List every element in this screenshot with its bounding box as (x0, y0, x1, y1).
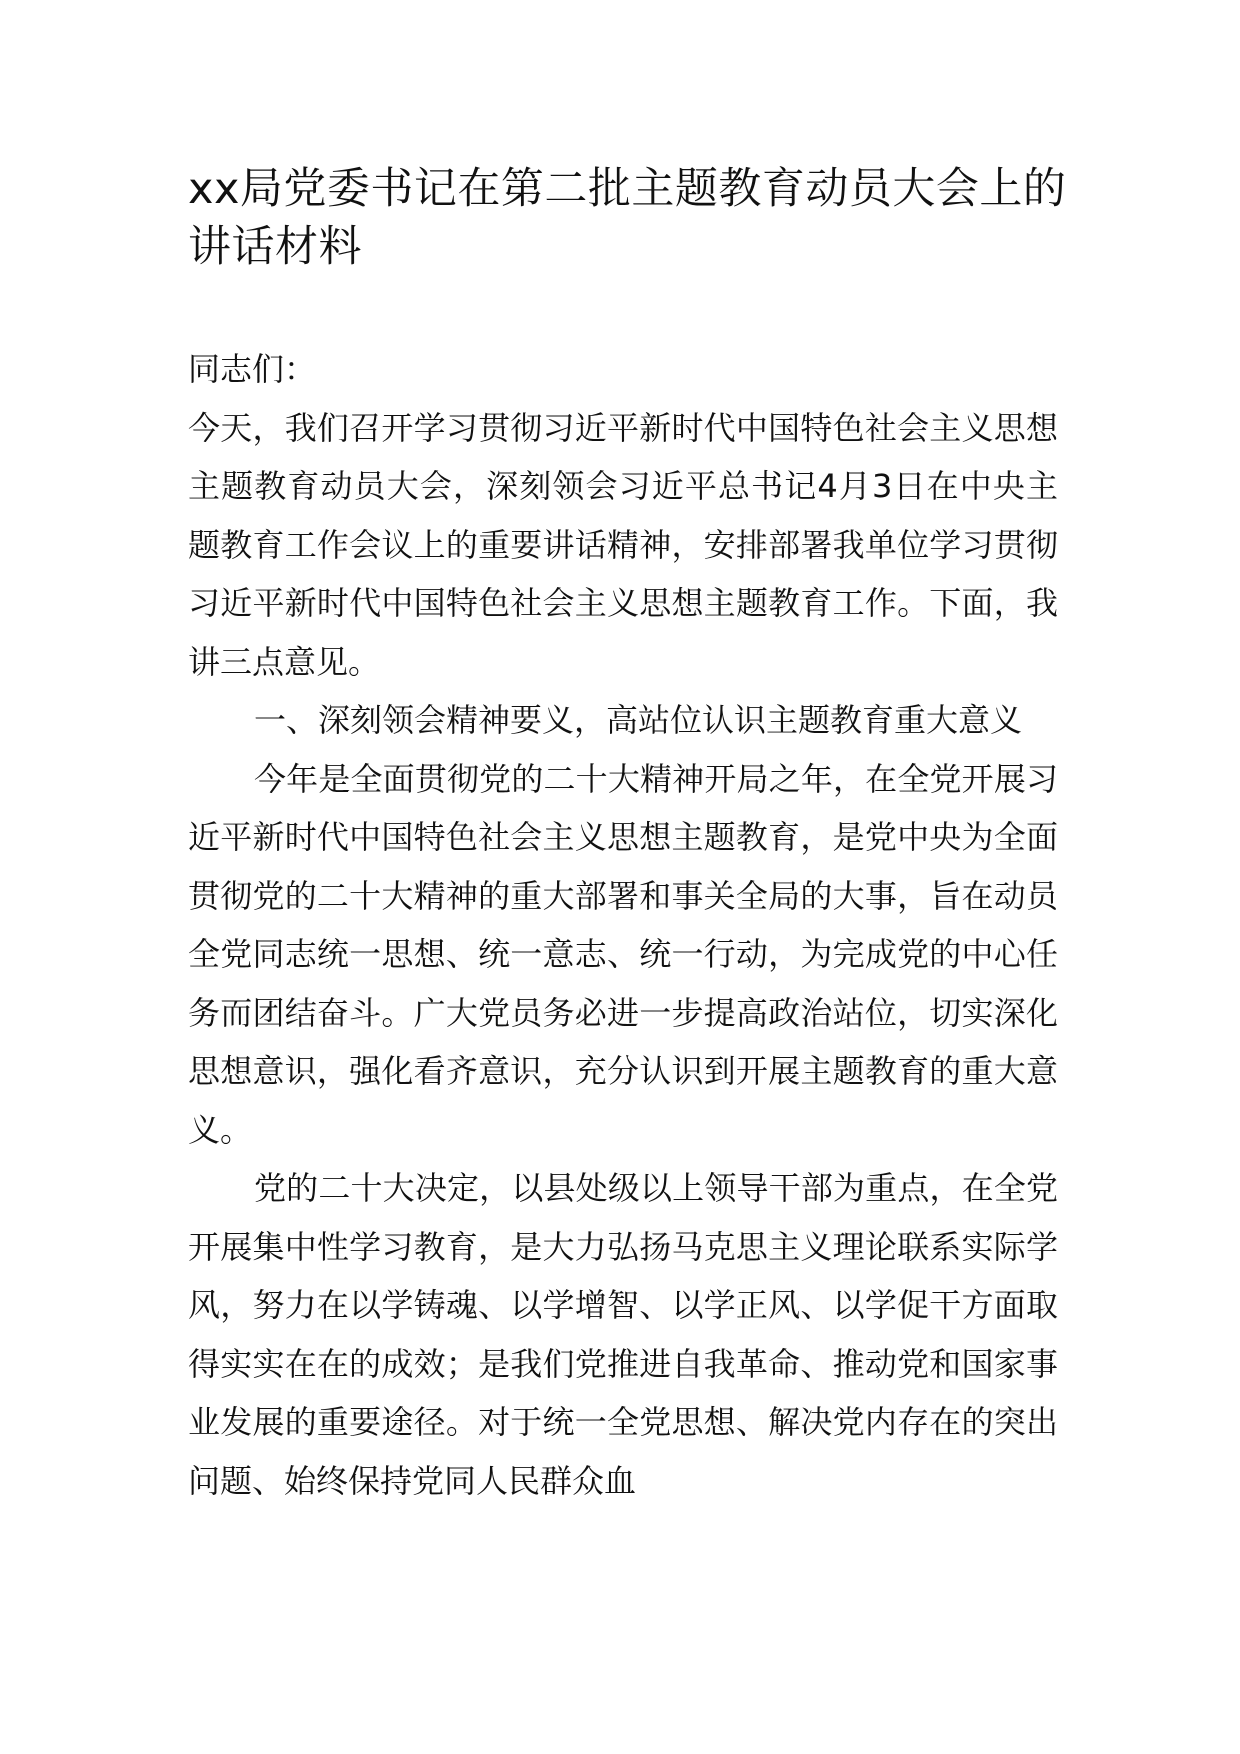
document-title: xx局党委书记在第二批主题教育动员大会上的讲话材料 (188, 164, 1067, 272)
body-paragraph: 今年是全面贯彻党的二十大精神开局之年，在全党开展习近平新时代中国特色社会主义思想主题教育，是党中央为全面贯彻党的二十大精神的重大部署和事关全局的大事，旨在动员全党同志统一思想、统一意志、统一行动，为完成党的中心任务而团结奋斗。广大党员务必进一步提高政治站位，切实深化思想意识，强化看齐意识，充分认识到开展主题教育的重大意义。 (188, 759, 1058, 1149)
salutation: 同志们： (188, 350, 317, 388)
section-heading: 一、深刻领会精神要义，高站位认识主题教育重大意义 (254, 701, 1023, 739)
document-body (188, 340, 1058, 1510)
body-paragraph: 党的二十大决定，以县处级以上领导干部为重点，在全党开展集中性学习教育，是大力弘扬马克思主义理论联系实际学风，努力在以学铸魂、以学增智、以学正风、以学促干方面取得实实在在的成效；是我们党推进自我革命、推动党和国家事业发展的重要途径。对于统一全党思想、解决党内存在的突出问题、始终保持党同人民群众血 (188, 1169, 1058, 1500)
opening-paragraph: 今天，我们召开学习贯彻习近平新时代中国特色社会主义思想主题教育动员大会，深刻领会习近平总书记4月3日在中央主题教育工作会议上的重要讲话精神，安排部署我单位学习贯彻习近平新时代中国特色社会主义思想主题教育工作。下面，我讲三点意见。 (188, 408, 1058, 681)
